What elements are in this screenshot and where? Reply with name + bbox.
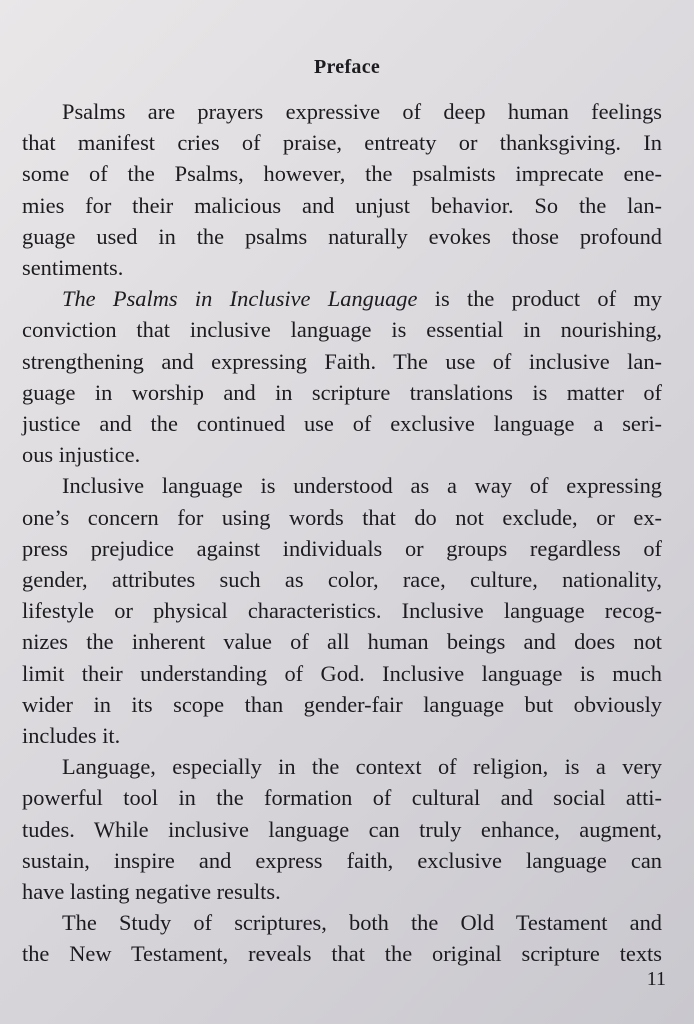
text-line: strengthening and expressing Faith. The use of inclusive lan- [22,348,662,374]
text-line: gender, attributes such as color, race, culture, nationality, [22,567,662,593]
text-line: justice and the continued use of exclusive language a seri- [22,411,662,437]
text-line: that manifest cries of praise, entreaty or thanksgiving. In [22,130,662,156]
body-text [22,96,662,970]
text-line: The Study of scriptures, both the Old Testament and [62,910,662,936]
text-line: Psalms are prayers expressive of deep human feelings [62,99,662,124]
text-line: nizes the inherent value of all human beings and does not [22,629,662,655]
text-line: press prejudice against individuals or groups regardless of [22,535,662,561]
bleed-through-texture [40,4,660,48]
text-line: one’s concern for using words that do not exclude, or ex- [22,504,662,530]
page-title: Preface [313,56,381,78]
text-line: have lasting negative results. [22,879,281,905]
text-line: conviction that inclusive language is essential in nourishing, [22,317,662,343]
paragraph-2 [22,283,662,470]
text-line: limit their understanding of God. Inclusive language is much [22,660,662,686]
paragraph-5 [22,907,662,969]
paragraph-4 [22,751,662,907]
page-number: 11 [646,968,666,990]
text-line: tudes. While inclusive language can truly enhance, augment, [22,816,662,842]
paragraph-1 [22,96,662,283]
text-line: the New Testament, reveals that the original scripture texts [22,941,662,967]
text-line: includes it. [22,723,121,749]
book-title-italic: The Psalms in Inclusive Language [62,286,418,312]
text-line: wider in its scope than gender-fair language but obviously [22,691,662,717]
text-line: sustain, inspire and express faith, exclusive language can [22,847,662,873]
text-line: powerful tool in the formation of cultural and social atti- [22,785,662,811]
text-line: guage used in the psalms naturally evokes those profound [22,223,662,249]
text-line: some of the Psalms, however, the psalmists imprecate ene- [22,161,662,187]
paragraph-3 [22,470,662,751]
text-line: mies for their malicious and unjust behavior. So the lan- [22,192,662,218]
text-line: ous injustice. [22,442,141,468]
text-fragment: is the product of my [417,286,663,312]
text-line [22,283,662,314]
text-line: guage in worship and in scripture translations is matter of [22,379,662,405]
text-line: Language, especially in the context of religion, is a very [62,754,662,780]
text-line: Inclusive language is understood as a way of expressing [62,473,662,499]
text-line: lifestyle or physical characteristics. Inclusive language recog- [22,598,662,624]
text-line: sentiments. [22,255,124,281]
